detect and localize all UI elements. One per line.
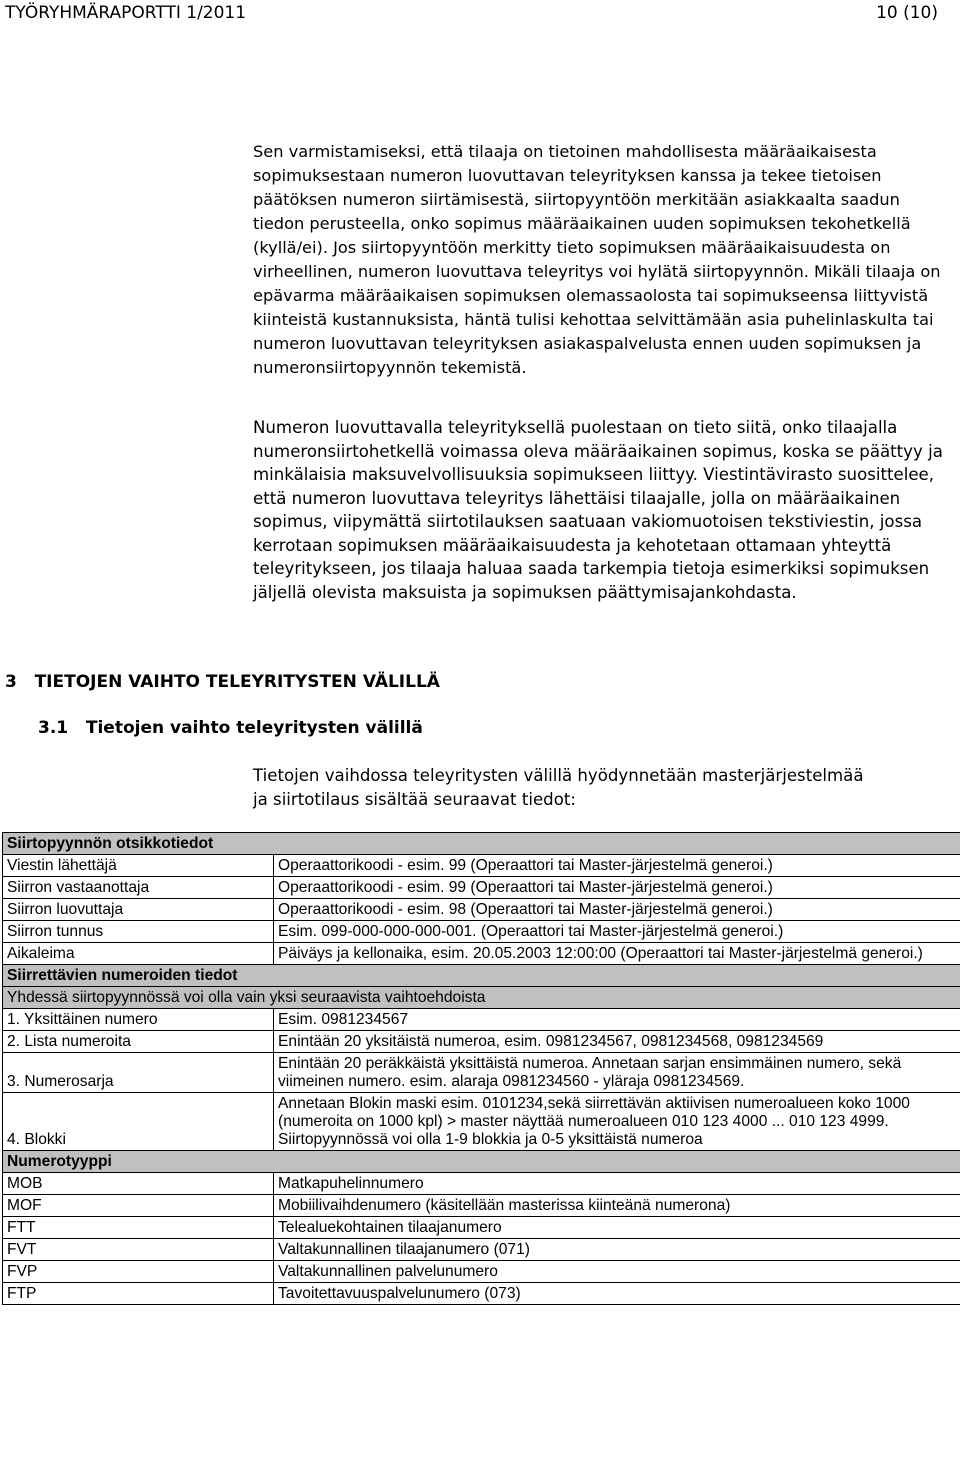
- table-row: [3, 921, 960, 943]
- field-label: FTT: [3, 1217, 274, 1239]
- field-value: Päiväys ja kellonaika, esim. 20.05.2003 12:00:00 (Operaattori tai Master-järjestelmä generoi.): [274, 943, 960, 965]
- body-paragraph-2: Numeron luovuttavalla teleyrityksellä puolestaan on tieto siitä, onko tilaajalla numeronsiirtohetkellä voimassa oleva määräaikainen sopimus, koska se päättyy ja minkälaisia maksuvelvollisuuksia sopimukseen liittyy. Viestintävirasto suosittelee, että numeron luovuttava teleyritys lähettäisi tilaajalle, jolla on määräaikainen sopimus, viipymättä siirtotilauksen saatuaan vakiomuotoisen tekstiviestin, jossa kerrotaan sopimuksen määräaikaisuudesta ja kehotetaan ottamaan yhteyttä teleyritykseen, jos tilaaja haluaa saada tarkempia tietoja esimerkiksi sopimuksen jäljellä olevista maksuista ja sopimuksen päättymisajankohdasta.: [253, 418, 943, 602]
- field-label: MOB: [3, 1173, 274, 1195]
- field-value: Esim. 099-000-000-000-001. (Operaattori tai Master-järjestelmä generoi.): [274, 921, 960, 943]
- table-intro: Tietojen vaihdossa teleyritysten välillä hyödynnetään masterjärjestelmää ja siirtotilaus sisältää seuraavat tiedot:: [253, 766, 864, 809]
- field-value: Valtakunnallinen tilaajanumero (071): [274, 1239, 960, 1261]
- field-label: Siirron tunnus: [3, 921, 274, 943]
- table-row: [3, 1031, 960, 1053]
- section-title: Numerotyyppi: [3, 1151, 960, 1173]
- field-value: Esim. 0981234567: [274, 1009, 960, 1031]
- field-value: Enintään 20 peräkkäistä yksittäistä numeroa. Annetaan sarjan ensimmäinen numero, sekä viimeinen numero. esim. alaraja 0981234560 - yläraja 0981234569.: [274, 1053, 960, 1093]
- table-row: [3, 1239, 960, 1261]
- section-title: Siirtopyynnön otsikkotiedot: [3, 833, 960, 855]
- table-row: [3, 1093, 960, 1151]
- field-value: Matkapuhelinnumero: [274, 1173, 960, 1195]
- field-value: Annetaan Blokin maski esim. 0101234,sekä siirrettävän aktiivisen numeroalueen koko 1000 (numeroita on 1000 kpl) > master näyttää numeroalueen 010 123 4000 ... 010 123 4999. Siirtopyynnössä voi olla 1-9 blokkia ja 0-5 yksittäistä numeroa: [274, 1093, 960, 1151]
- field-value: Operaattorikoodi - esim. 99 (Operaattori tai Master-järjestelmä generoi.): [274, 855, 960, 877]
- page-header: [0, 0, 960, 28]
- field-label: 2. Lista numeroita: [3, 1031, 274, 1053]
- table-section-header: [3, 1151, 960, 1173]
- field-label: MOF: [3, 1195, 274, 1217]
- field-value: Tavoitettavuuspalvelunumero (073): [274, 1283, 960, 1305]
- field-value: Operaattorikoodi - esim. 98 (Operaattori tai Master-järjestelmä generoi.): [274, 899, 960, 921]
- table-row: [3, 1195, 960, 1217]
- field-value: Enintään 20 yksitäistä numeroa, esim. 0981234567, 0981234568, 0981234569: [274, 1031, 960, 1053]
- table-row: [3, 1053, 960, 1093]
- field-value: Telealuekohtainen tilaajanumero: [274, 1217, 960, 1239]
- section-heading: 3 TIETOJEN VAIHTO TELEYRITYSTEN VÄLILLÄ: [5, 672, 440, 692]
- report-title: TYÖRYHMÄRAPORTTI 1/2011: [5, 3, 247, 23]
- table-row: [3, 1217, 960, 1239]
- field-label: Siirron luovuttaja: [3, 899, 274, 921]
- transfer-data-table: [2, 832, 960, 1305]
- field-label: FVP: [3, 1261, 274, 1283]
- body-paragraph-1: Sen varmistamiseksi, että tilaaja on tietoinen mahdollisesta määräaikaisesta sopimuksestaan numeron luovuttavan teleyrityksen kanssa ja tekee tietoisen päätöksen numeron siirtämisestä, siirtopyyntöön merkitään asiakkaalta saadun tiedon perusteella, onko sopimus määräaikainen uuden sopimuksen tekohetkellä (kyllä/ei). Jos siirtopyyntöön merkitty tieto sopimuksen määräaikaisuudesta on virheellinen, numeron luovuttava teleyritys voi hylätä siirtopyynnön. Mikäli tilaaja on epävarma määräaikaisen sopimuksen olemassaolosta tai sopimukseensa liittyvistä kiinteistä kustannuksista, häntä tulisi kehottaa selvittämään asia puhelinlaskulta tai numeron luovuttavan teleyrityksen asiakaspalvelusta ennen uuden sopimuksen ja numeronsiirtopyynnön tekemistä.: [253, 142, 941, 377]
- field-label: Viestin lähettäjä: [3, 855, 274, 877]
- table-section-note: [3, 987, 960, 1009]
- field-label: 1. Yksittäinen numero: [3, 1009, 274, 1031]
- table-row: [3, 943, 960, 965]
- field-label: FTP: [3, 1283, 274, 1305]
- section-title: Siirrettävien numeroiden tiedot: [3, 965, 960, 987]
- table-row: [3, 899, 960, 921]
- table-row: [3, 855, 960, 877]
- table-section-header: [3, 833, 960, 855]
- table-row: [3, 1283, 960, 1305]
- subsection-heading: 3.1 Tietojen vaihto teleyritysten välillä: [38, 718, 423, 738]
- field-value: Operaattorikoodi - esim. 99 (Operaattori tai Master-järjestelmä generoi.): [274, 877, 960, 899]
- table-row: [3, 1261, 960, 1283]
- section-note: Yhdessä siirtopyynnössä voi olla vain yksi seuraavista vaihtoehdoista: [3, 987, 960, 1009]
- field-value: Mobiilivaihdenumero (käsitellään masterissa kiinteänä numerona): [274, 1195, 960, 1217]
- table-row: [3, 1173, 960, 1195]
- page-number: 10 (10): [876, 3, 938, 23]
- field-value: Valtakunnallinen palvelunumero: [274, 1261, 960, 1283]
- table-section-header: [3, 965, 960, 987]
- field-label: FVT: [3, 1239, 274, 1261]
- table-row: [3, 1009, 960, 1031]
- field-label: 3. Numerosarja: [3, 1053, 274, 1093]
- table-row: [3, 877, 960, 899]
- field-label: Aikaleima: [3, 943, 274, 965]
- field-label: Siirron vastaanottaja: [3, 877, 274, 899]
- field-label: 4. Blokki: [3, 1093, 274, 1151]
